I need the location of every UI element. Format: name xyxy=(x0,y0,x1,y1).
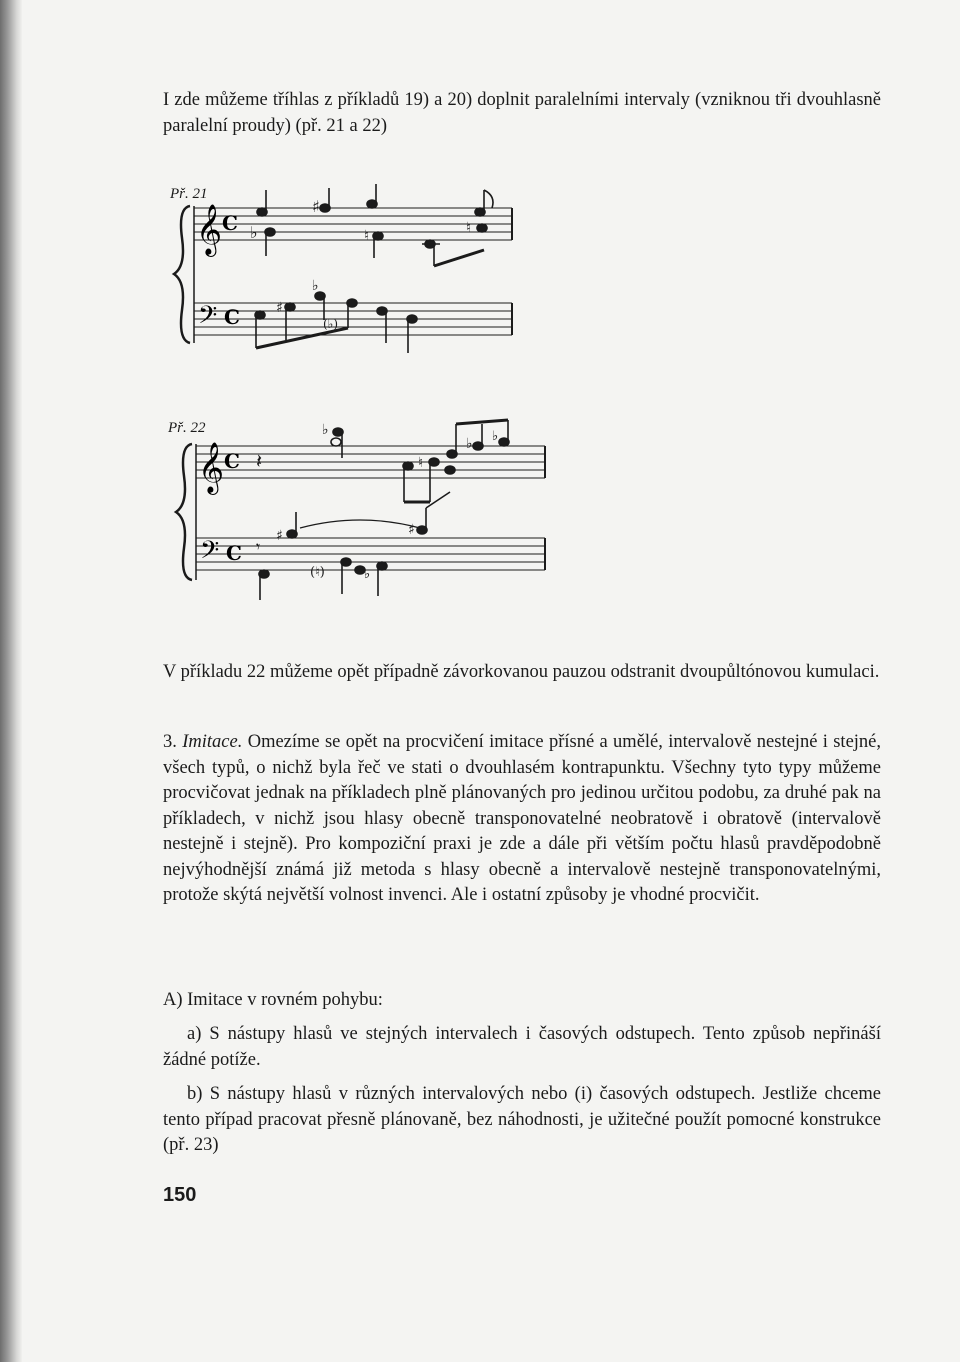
section-title: Imitace. xyxy=(182,732,243,752)
svg-text:♮: ♮ xyxy=(466,220,472,236)
example-22-label: Př. 22 xyxy=(168,420,206,436)
example-22-notation xyxy=(160,412,560,612)
example-21-notation xyxy=(160,178,530,373)
svg-text:♮: ♮ xyxy=(418,455,424,471)
svg-text:C: C xyxy=(222,211,238,235)
section-body: Omezíme se opět na procvičení imitace přísné a umělé, intervalově nestejné i stejné, všech typů, o nichž byla řeč ve stati o dvouhlasém kontrapunktu. Všechny tyto typy můžeme procvičovat jednak na příkladech plně plánovaných pro jedinou určitou podobu, za druhé pak na příkladech, v nichž jsou hlasy obecně transponovatelné neobratově i obratově (intervalově nestejně i stejně). Pro kompoziční praxi je zde a dále při větším počtu hlasů pravděpodobně nejvýhodnější známá již metoda s hlasy obecně a intervalově nestejně transponovatelnými, protože skýtá největší volnost invenci. Ale i ostatní způsoby je vhodné procvičit. xyxy=(163,732,882,905)
svg-text:♭: ♭ xyxy=(492,429,499,444)
svg-text:♭: ♭ xyxy=(250,223,258,242)
svg-text:(♭): (♭) xyxy=(323,317,339,331)
bass-clef-icon: 𝄢 xyxy=(200,536,220,571)
svg-text:♭: ♭ xyxy=(322,422,329,438)
svg-text:♭: ♭ xyxy=(312,278,319,294)
svg-text:♭: ♭ xyxy=(466,436,473,452)
svg-text:𝄽: 𝄽 xyxy=(256,449,263,473)
svg-text:C: C xyxy=(224,449,240,473)
intro-paragraph: I zde můžeme tříhlas z příkladů 19) a 20) doplnit paralelními intervaly (vzniknou tři dvouhlasně paralelní proudy) (př. 21 a 22) xyxy=(163,90,881,136)
svg-text:♭: ♭ xyxy=(364,567,371,582)
svg-text:C: C xyxy=(226,541,242,565)
paragraph-after-examples: V příkladu 22 můžeme opět případně závorkovanou pauzou odstranit dvoupůltónovou kumulaci. xyxy=(163,662,880,682)
page-number: 150 xyxy=(163,1184,197,1206)
svg-text:♮: ♮ xyxy=(364,228,370,244)
item-a-paragraph: a) S nástupy hlasů ve stejných intervalech i časových odstupech. Tento způsob nepřináší žádné potíže. xyxy=(163,1024,881,1070)
treble-clef-icon: 𝄞 xyxy=(198,442,225,493)
music-example-22 xyxy=(160,412,560,612)
svg-text:♯: ♯ xyxy=(276,528,283,544)
item-b-paragraph: b) S nástupy hlasů v různých intervalových nebo (i) časových odstupech. Jestliže chceme tento případ pracovat přesně plánovaně, bez náhodnosti, je užitečné použít pomocné konstrukce (př. 23) xyxy=(163,1084,881,1155)
treble-clef-icon: 𝄞 xyxy=(196,204,223,255)
subheading-a: A) Imitace v rovném pohybu: xyxy=(163,990,383,1010)
music-example-21 xyxy=(160,178,530,373)
svg-text:♯: ♯ xyxy=(408,522,415,538)
svg-text:♯: ♯ xyxy=(312,197,320,216)
svg-text:𝄾: 𝄾 xyxy=(256,537,261,556)
section-number: 3. xyxy=(163,732,177,752)
svg-text:C: C xyxy=(224,305,240,329)
section-imitace-paragraph xyxy=(163,730,881,909)
svg-text:♯: ♯ xyxy=(276,300,283,316)
svg-text:(♮): (♮) xyxy=(310,565,325,580)
book-spine-shadow xyxy=(0,0,22,1362)
example-21-label: Př. 21 xyxy=(170,186,208,202)
bass-clef-icon: 𝄢 xyxy=(198,301,218,336)
